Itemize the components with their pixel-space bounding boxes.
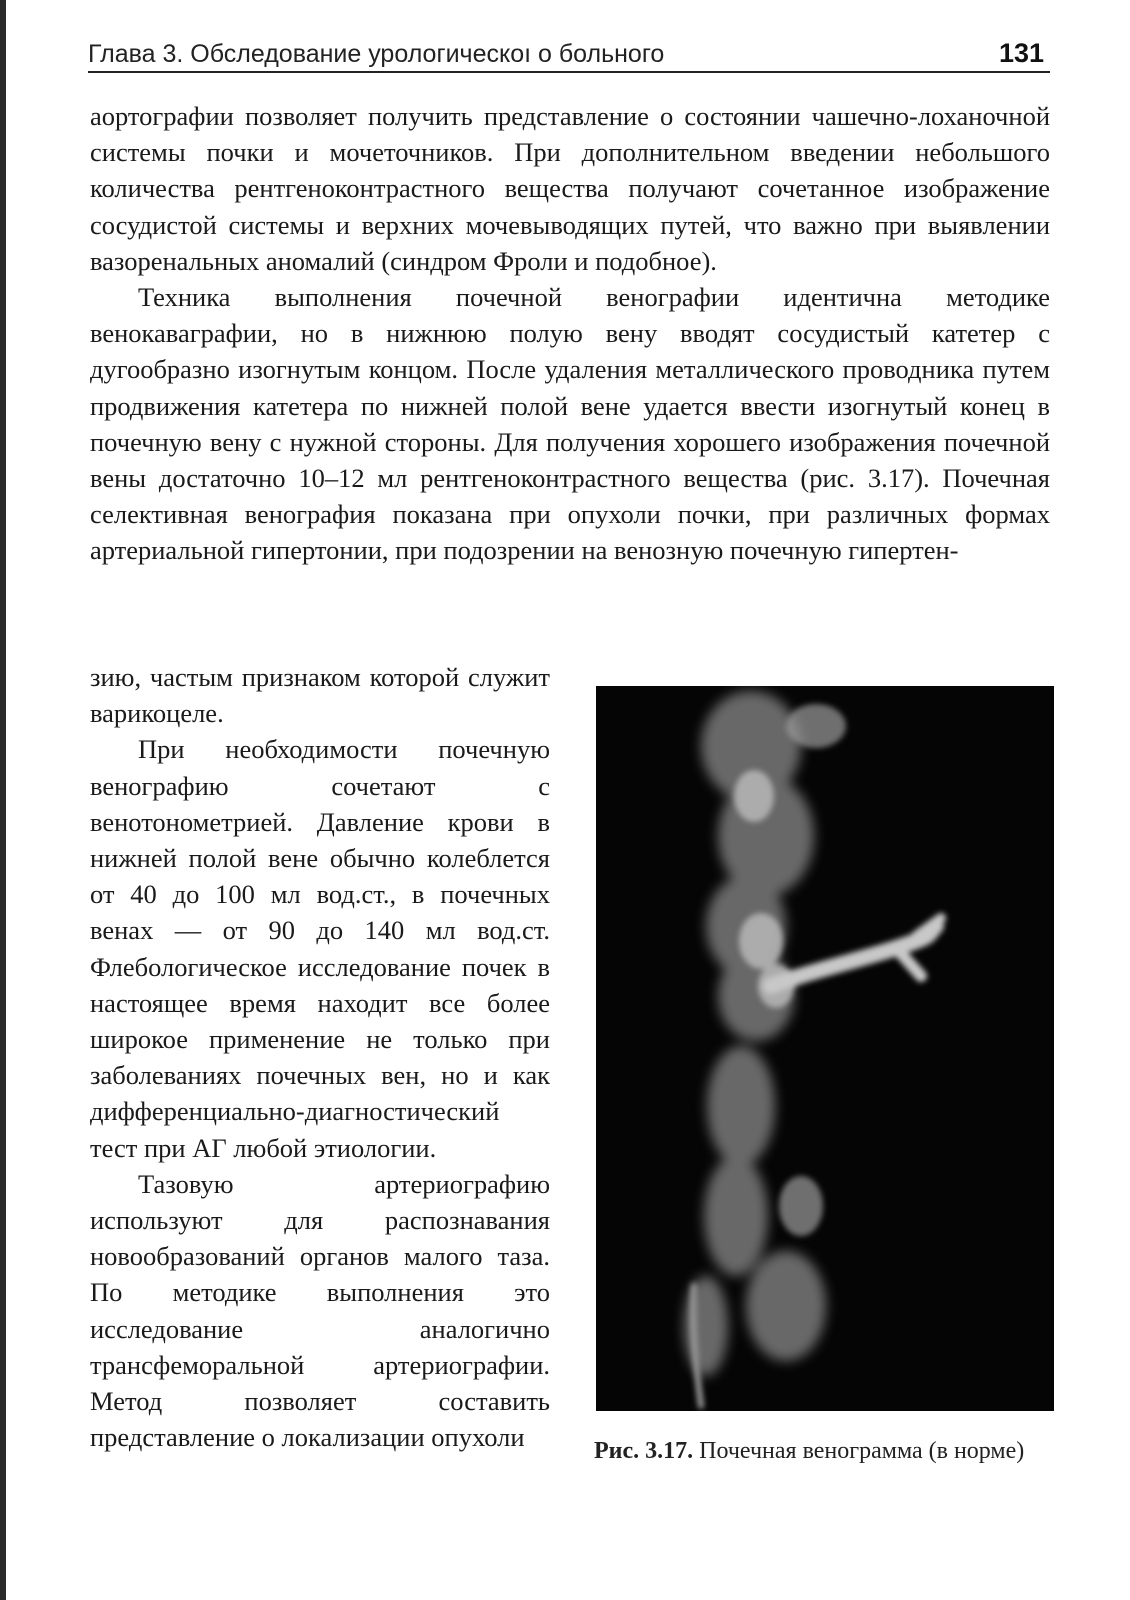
running-title: Глава 3. Обследование урологическоı о больного: [88, 40, 665, 68]
page-number: 131: [998, 38, 1044, 68]
venogram-image: [596, 686, 1054, 1411]
full-width-text: [90, 98, 1050, 569]
paragraph-aortography: аортографии позволяет получить представление о состоянии чашечно-лоханочной системы почки и мочеточников. При дополнительном введении небольшого количества рентгеноконтрастного вещества получают сочетанное изображение сосудистой системы и верхних мочевыводящих путей, что важно при выявлении вазоренальных аномалий (синдром Фроли и подобное).: [90, 101, 1050, 276]
header-rule: [88, 71, 1050, 73]
figure-caption: [594, 1436, 1054, 1466]
paragraph-venography-technique: Техника выполнения почечной венографии идентична методике венокаваграфии, но в нижнюю полую вену вводят сосудистый катетер с дугообразно изогнутым концом. После удаления металлического проводника путем продвижения катетера по нижней полой вене удается ввести изогнутый конец в почечную вену с нужной стороны. Для получения хорошего изображения почечной вены достаточно 10–12 мл рентгеноконтрастного вещества (рис. 3.17). Почечная селективная венография показана при опухоли почки, при различных формах артериальной гипертонии, при подозрении на венозную почечную гипертен-: [90, 282, 1050, 566]
venogram-figure: [596, 686, 1054, 1411]
narrow-column-text: [90, 659, 550, 1455]
running-head: [88, 38, 1050, 74]
paragraph-varicocele: зию, частым признаком которой служит варикоцеле.: [90, 662, 550, 729]
paragraph-pelvic-arteriography: Тазовую артериографию используют для распознавания новообразований органов малого таза. По методике выполнения это исследование аналогично трансфеморальной артериографии. Метод позволяет составить представление о локализации опухоли: [90, 1168, 550, 1453]
caption-text: Почечная венограмма (в норме): [699, 1438, 1025, 1464]
paragraph-venotonometry: При необходимости почечную венографию сочетают с венотонометрией. Давление крови в нижней полой вене обычно колеблется от 40 до 100 мл вод.ст., в почечных венах — от 90 до 140 мл вод.ст. Флебологическое исследование почек в настоящее время находит все более широкое применение не только при заболеваниях почечных вен, но и как дифференциально-диагностический тест при АГ любой этиологии.: [90, 734, 550, 1163]
page-binding-edge: [0, 0, 6, 1600]
caption-label: Рис. 3.17.: [594, 1438, 694, 1464]
